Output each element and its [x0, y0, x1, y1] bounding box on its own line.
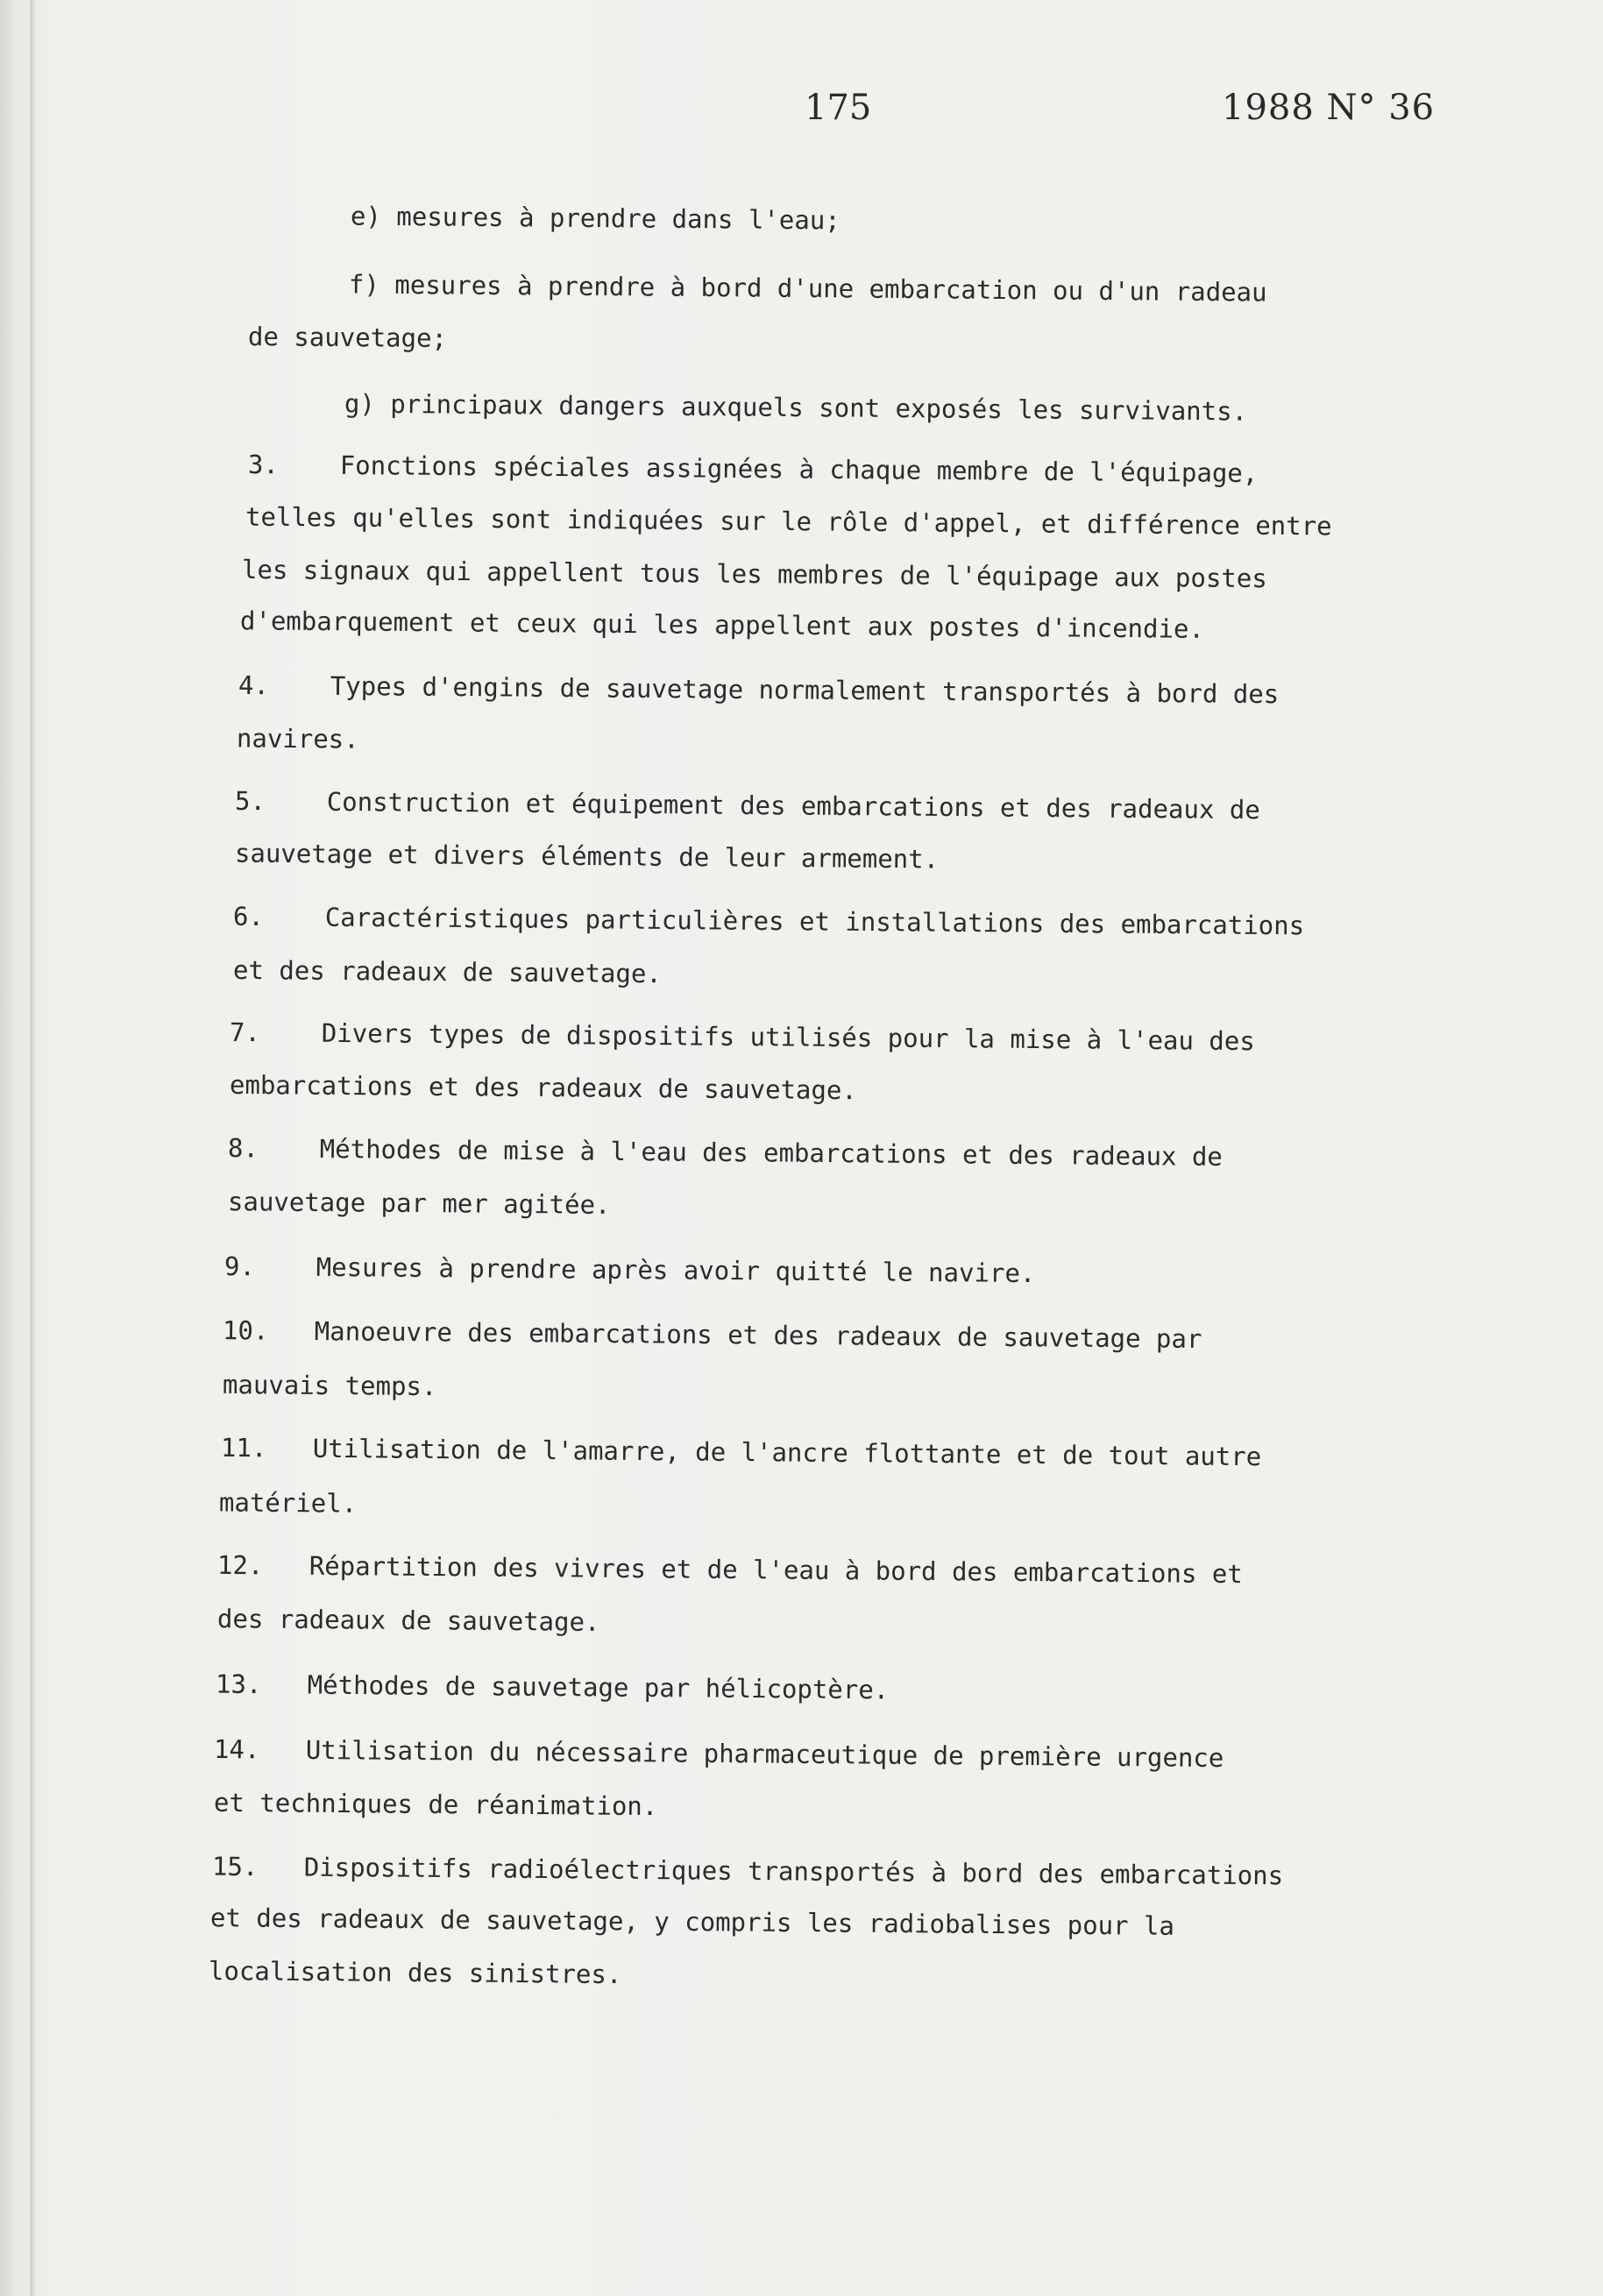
list-item: 5. Construction et équipement des embarcations et des radeaux de	[234, 785, 1260, 826]
list-item: 14. Utilisation du nécessaire pharmaceutique de première urgence	[213, 1733, 1224, 1774]
text-line: et des radeaux de sauvetage, y compris les radiobalises pour la	[209, 1903, 1175, 1941]
text-line: embarcations et des radeaux de sauvetage.	[229, 1069, 857, 1106]
text-line: et des radeaux de sauvetage.	[232, 954, 663, 989]
text-line: et techniques de réanimation.	[213, 1787, 658, 1822]
text-line: matériel.	[218, 1487, 358, 1519]
list-item: 10. Manoeuvre des embarcations et des radeaux de sauvetage par	[222, 1315, 1202, 1354]
text-line: des radeaux de sauvetage.	[216, 1604, 600, 1637]
text-line: d'embarquement et ceux qui les appellent aux postes d'incendie.	[239, 606, 1205, 644]
list-item: 13. Méthodes de sauvetage par hélicoptère.	[215, 1669, 890, 1705]
list-item: 15. Dispositifs radioélectriques transportés à bord des embarcations	[211, 1851, 1284, 1891]
list-item: 11. Utilisation de l'amarre, de l'ancre flottante et de tout autre	[220, 1432, 1262, 1472]
list-item: 12. Répartition des vivres et de l'eau à bord des embarcations et	[216, 1549, 1243, 1590]
text-line: g) principaux dangers auxquels sont exposés les survivants.	[344, 388, 1248, 427]
journal-reference: 1988 N° 36	[1222, 88, 1436, 128]
list-item: 3. Fonctions spéciales assignées à chaque membre de l'équipage,	[247, 449, 1259, 489]
list-item: 8. Méthodes de mise à l'eau des embarcations et des radeaux de	[227, 1133, 1224, 1172]
list-item: 6. Caractéristiques particulières et installations des embarcations	[232, 901, 1305, 941]
text-line: les signaux qui appellent tous les membres de l'équipage aux postes	[241, 554, 1267, 594]
text-line: sauvetage par mer agitée.	[227, 1187, 611, 1220]
text-line: de sauvetage;	[247, 322, 448, 353]
list-item: 9. Mesures à prendre après avoir quitté le navire.	[223, 1251, 1036, 1289]
list-item: 7. Divers types de dispositifs utilisés pour la mise à l'eau des	[229, 1017, 1255, 1057]
text-line: telles qu'elles sont indiquées sur le rôle d'appel, et différence entre	[245, 501, 1332, 542]
text-line: localisation des sinistres.	[208, 1955, 622, 1990]
page-number: 175	[805, 88, 872, 128]
text-line: e) mesures à prendre dans l'eau;	[350, 201, 841, 236]
text-line: mauvais temps.	[222, 1369, 437, 1402]
text-line: navires.	[236, 723, 359, 755]
list-item: 4. Types d'engins de sauvetage normalement transportés à bord des	[238, 670, 1280, 710]
text-line: f) mesures à prendre à bord d'une embarcation ou d'un radeau	[348, 269, 1267, 308]
text-line: sauvetage et divers éléments de leur armement.	[234, 838, 940, 875]
